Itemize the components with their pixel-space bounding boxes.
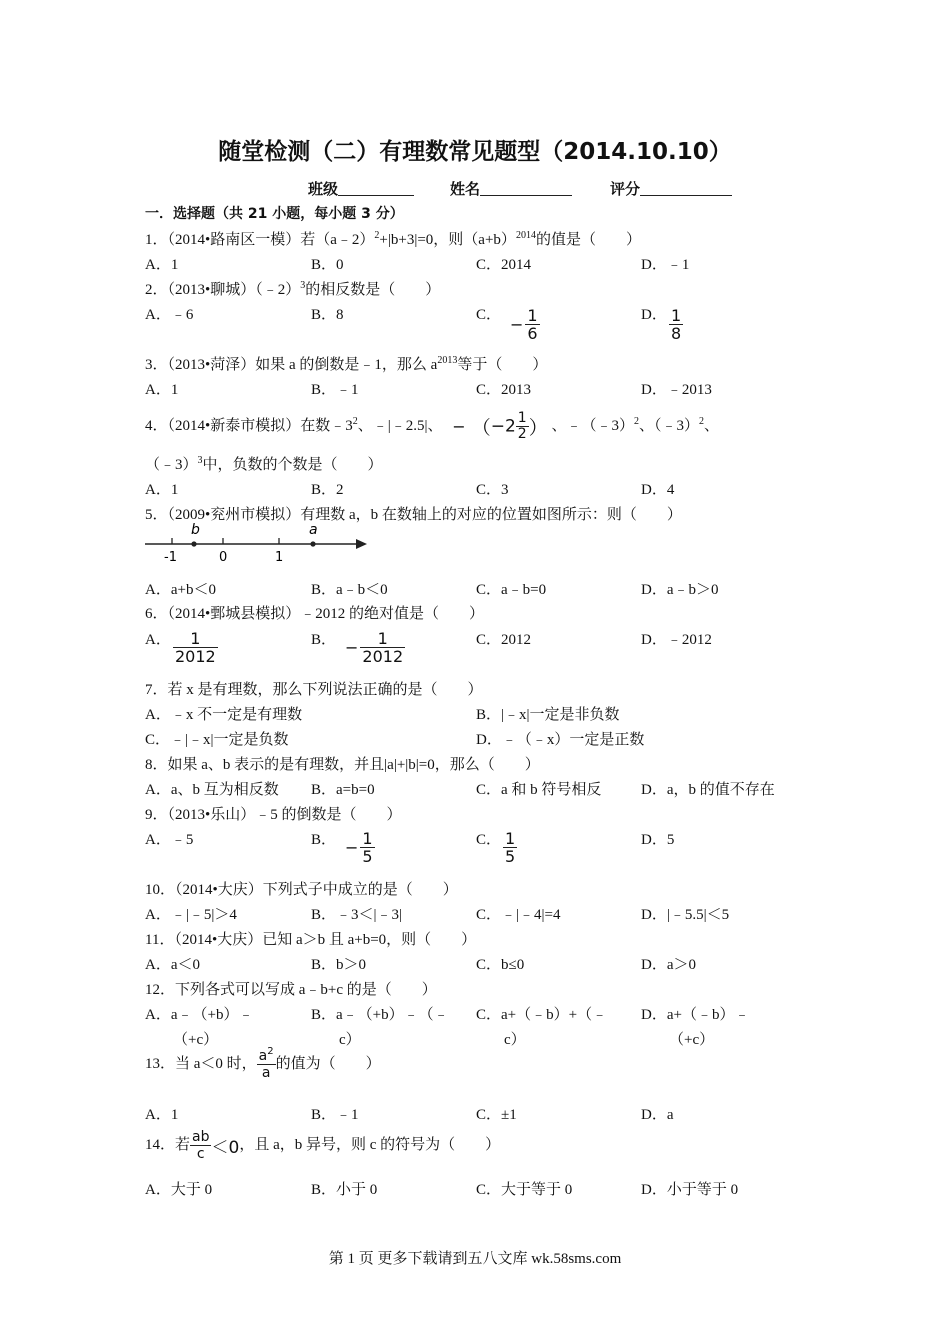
question-12: 12．下列各式可以写成 a﹣b+c 的是（ ） [145, 982, 437, 998]
q9-c-den: 5 [505, 847, 516, 866]
q13-den: a [261, 1065, 271, 1081]
question-4 [145, 411, 719, 442]
q6-option-a-value [173, 630, 218, 665]
q2-option-d-label: D． [641, 307, 667, 323]
q4-option-d[interactable]: D．4 [641, 482, 675, 498]
q7-option-d[interactable]: D．﹣（﹣x）一定是正数 [476, 732, 645, 748]
q6-b-fraction [360, 630, 405, 665]
q6-b-neg: − [345, 638, 359, 657]
q2-option-c-label: C． [476, 307, 502, 323]
question-4-line-2 [145, 453, 383, 474]
q4-line2-b: 中，负数的个数是（ ） [202, 457, 383, 473]
q2-d-den: 8 [671, 324, 682, 343]
label-0: 0 [219, 550, 228, 565]
q8-option-a[interactable]: A．a、b 互为相反数 [145, 782, 279, 798]
q14-stem-b: ，且 a，b 异号，则 c 的符号为（ ） [239, 1136, 501, 1153]
q4-num: 1 [517, 410, 527, 426]
q6-option-b-value [345, 630, 405, 665]
q14-den: c [196, 1146, 205, 1162]
q2-c-num: 1 [527, 306, 538, 325]
q11-option-d[interactable]: D．a＞0 [641, 957, 696, 973]
q9-c-num: 1 [505, 829, 516, 848]
q11-option-a[interactable]: A．a＜0 [145, 957, 200, 973]
q14-fraction [190, 1129, 211, 1162]
q4-stem-d: 、（﹣3） [638, 417, 699, 434]
q4-sup-3: 2 [698, 415, 704, 427]
q4-whole: −2 [490, 416, 516, 437]
point-a [310, 541, 315, 546]
score-field [610, 178, 732, 199]
q2-d-fraction [669, 307, 683, 342]
question-10: 10．（2014•大庆）下列式子中成立的是（ ） [145, 882, 458, 898]
q14-option-b[interactable]: B．小于 0 [311, 1182, 378, 1198]
q3-option-c[interactable]: C．2013 [476, 382, 532, 398]
q6-b-den: 2012 [362, 647, 404, 666]
section-heading: 一．选择题（共 21 小题，每小题 3 分） [145, 206, 404, 222]
q9-option-d[interactable]: D．5 [641, 832, 675, 848]
question-1 [145, 228, 641, 249]
q4-lparen: （ [471, 417, 491, 439]
question-2 [145, 278, 440, 299]
q12-option-c-cont: c） [504, 1032, 526, 1048]
q9-c-fraction [503, 830, 517, 865]
q4-sup-1: 2 [352, 415, 358, 427]
q4-den: 2 [517, 426, 527, 442]
q9-option-c-label: C． [476, 832, 502, 848]
q6-option-c[interactable]: C．2012 [476, 632, 532, 648]
q9-b-neg: − [345, 838, 359, 857]
q2-d-num: 1 [671, 306, 682, 325]
q3-sup: 2013 [437, 355, 458, 366]
q1-sup-1: 2 [374, 230, 380, 241]
question-9: 9．（2013•乐山）﹣5 的倒数是（ ） [145, 807, 402, 823]
q3-option-a[interactable]: A．1 [145, 382, 179, 398]
q7-option-c[interactable]: C．﹣|﹣x|一定是负数 [145, 732, 289, 748]
q3-stem-b: 等于（ ） [457, 357, 548, 373]
page-footer: 第 1 页 更多下载请到五八文库 wk.58sms.com [328, 1251, 622, 1267]
q2-c-neg: − [510, 315, 524, 334]
question-8: 8．如果 a、b 表示的是有理数，并且|a|+|b|=0，那么（ ） [145, 757, 540, 773]
score-label: 评分 [610, 180, 641, 198]
q1-option-c[interactable]: C．2014 [476, 257, 532, 273]
q13-num-base: a [258, 1048, 268, 1064]
q11-option-b[interactable]: B．b＞0 [311, 957, 367, 973]
q6-b-num: 1 [377, 629, 388, 648]
q13-fraction [257, 1048, 276, 1081]
q1-stem-b: +|b+3|=0，则（a+b） [379, 232, 516, 248]
q14-option-c[interactable]: C．大于等于 0 [476, 1182, 573, 1198]
q6-option-b[interactable] [311, 628, 336, 649]
q1-option-b[interactable]: B．0 [311, 257, 344, 273]
q9-option-c[interactable] [476, 828, 501, 849]
q2-c-den: 6 [527, 324, 538, 343]
q6-option-a-label: A． [145, 632, 171, 648]
q2-option-d-value [669, 307, 683, 342]
q6-option-d[interactable]: D．﹣2012 [641, 632, 712, 648]
label-b: b [191, 522, 200, 538]
q12-option-b-cont: c） [339, 1032, 361, 1048]
q2-option-c-value [510, 307, 540, 342]
q9-option-b-value [345, 830, 375, 865]
q12-option-a-cont: （+c） [173, 1032, 219, 1048]
q4-minus: − [452, 417, 466, 436]
q13-num-sup: 2 [267, 1046, 274, 1057]
q9-option-c-value [503, 830, 517, 865]
q12-option-c[interactable]: C．a+（﹣b）+（﹣ [476, 1007, 608, 1023]
q14-lt: ＜0 [211, 1138, 240, 1158]
q4-option-b[interactable]: B．2 [311, 482, 344, 498]
q9-option-a[interactable]: A．﹣5 [145, 832, 194, 848]
q10-option-a[interactable]: A．﹣|﹣5|＞4 [145, 907, 237, 923]
q2-option-c[interactable] [476, 303, 501, 324]
q1-stem-c: 的值是（ ） [535, 232, 641, 248]
q1-stem-a: 1．（2014•路南区一模）若（a﹣2） [145, 232, 375, 248]
q13-option-b[interactable]: B．﹣1 [311, 1107, 359, 1123]
question-13 [145, 1048, 381, 1081]
question-7: 7．若 x 是有理数，那么下列说法正确的是（ ） [145, 682, 483, 698]
class-label: 班级 [308, 180, 339, 198]
q2-option-b[interactable]: B．8 [311, 307, 344, 323]
q6-option-a[interactable] [145, 628, 171, 649]
q2-sup: 3 [300, 280, 306, 291]
point-b [191, 541, 196, 546]
q9-option-b[interactable] [311, 828, 336, 849]
label-a: a [309, 522, 318, 538]
q5-option-d[interactable]: D．a﹣b＞0 [641, 582, 719, 598]
q6-option-b-label: B． [311, 632, 337, 648]
number-line-figure [145, 521, 370, 566]
q12-option-a[interactable]: A．a﹣（+b）﹣ [145, 1007, 254, 1023]
q5-option-c[interactable]: C．a﹣b=0 [476, 582, 547, 598]
q6-a-num: 1 [190, 629, 201, 648]
q2-c-fraction [525, 307, 539, 342]
question-6: 6．（2014•鄄城县模拟）﹣2012 的绝对值是（ ） [145, 606, 485, 622]
q10-option-c[interactable]: C．﹣|﹣4|=4 [476, 907, 561, 923]
question-3 [145, 353, 547, 374]
question-5: 5．（2009•兖州市模拟）有理数 a，b 在数轴上的对应的位置如图所示：则（ ） [145, 507, 682, 523]
q1-sup-2: 2014 [515, 230, 536, 241]
q4-stem-b: 、﹣|﹣2.5|、 [357, 417, 443, 434]
q13-option-c[interactable]: C．±1 [476, 1107, 517, 1123]
q13-option-d[interactable]: D．a [641, 1107, 674, 1123]
q14-num: ab [192, 1129, 210, 1145]
q6-a-den: 2012 [175, 647, 216, 666]
q12-option-d[interactable]: D．a+（﹣b）﹣ [641, 1007, 750, 1023]
question-14 [145, 1129, 500, 1162]
q14-stem-a: 14．若 [145, 1136, 191, 1153]
question-11: 11．（2014•大庆）已知 a＞b 且 a+b=0，则（ ） [145, 932, 477, 948]
q8-option-d[interactable]: D．a，b 的值不存在 [641, 782, 775, 798]
label-1: 1 [275, 550, 284, 565]
name-blank[interactable] [480, 181, 572, 196]
q14-option-a[interactable]: A．大于 0 [145, 1182, 213, 1198]
q4-sup-2: 2 [633, 415, 639, 427]
q3-option-b[interactable]: B．﹣1 [311, 382, 359, 398]
q4-stem-a: 4．（2014•新泰市模拟）在数﹣3 [145, 417, 353, 434]
q9-b-fraction [360, 830, 374, 865]
class-blank[interactable] [338, 181, 414, 196]
q4-option-a[interactable]: A．1 [145, 482, 179, 498]
q7-option-a[interactable]: A．﹣x 不一定是有理数 [145, 707, 303, 723]
q13-stem-a: 13．当 a＜0 时， [145, 1055, 257, 1072]
q9-b-den: 5 [362, 847, 373, 866]
q3-stem-a: 3．（2013•菏泽）如果 a 的倒数是﹣1，那么 a [145, 357, 438, 373]
q8-option-c[interactable]: C．a 和 b 符号相反 [476, 782, 602, 798]
q4-fraction [516, 411, 529, 442]
q2-stem-b: 的相反数是（ ） [305, 282, 441, 298]
name-label: 姓名 [450, 180, 481, 198]
q12-option-d-cont: （+c） [669, 1032, 715, 1048]
number-line-arrow [356, 539, 367, 549]
name-field [450, 178, 572, 199]
q4-stem-c: 、﹣（﹣3） [551, 417, 634, 434]
q4-line2-sup: 3 [197, 455, 203, 466]
q13-option-a[interactable]: A．1 [145, 1107, 179, 1123]
q7-option-b[interactable]: B．|﹣x|一定是非负数 [476, 707, 620, 723]
q2-stem-a: 2．（2013•聊城）（﹣2） [145, 282, 301, 298]
q2-option-d[interactable] [641, 303, 667, 324]
q14-option-d[interactable]: D．小于等于 0 [641, 1182, 739, 1198]
q4-line2-a: （﹣3） [145, 457, 198, 473]
q1-option-a[interactable]: A．1 [145, 257, 179, 273]
q13-stem-b: 的值为（ ） [275, 1055, 381, 1072]
page-title: 随堂检测（二）有理数常见题型（2014.10.10） [218, 139, 732, 165]
q2-option-a[interactable]: A．﹣6 [145, 307, 194, 323]
q5-option-b[interactable]: B．a﹣b＜0 [311, 582, 388, 598]
q4-stem-e: 、 [703, 417, 719, 434]
q10-option-b[interactable]: B．﹣3＜|﹣3| [311, 907, 403, 923]
q5-option-a[interactable]: A．a+b＜0 [145, 582, 216, 598]
q1-option-d[interactable]: D．﹣1 [641, 257, 690, 273]
q4-option-c[interactable]: C．3 [476, 482, 509, 498]
q9-b-num: 1 [362, 829, 373, 848]
q4-rparen: ） [528, 417, 548, 439]
q9-option-b-label: B． [311, 832, 337, 848]
label-neg1: -1 [164, 550, 177, 565]
q12-option-b[interactable]: B．a﹣（+b）﹣（﹣ [311, 1007, 449, 1023]
q3-option-d[interactable]: D．﹣2013 [641, 382, 712, 398]
q6-a-fraction [173, 630, 218, 665]
q10-option-d[interactable]: D．|﹣5.5|＜5 [641, 907, 730, 923]
q11-option-c[interactable]: C．b≤0 [476, 957, 525, 973]
score-blank[interactable] [640, 181, 732, 196]
class-field [308, 178, 414, 199]
q8-option-b[interactable]: B．a=b=0 [311, 782, 375, 798]
q13-num [257, 1048, 276, 1064]
